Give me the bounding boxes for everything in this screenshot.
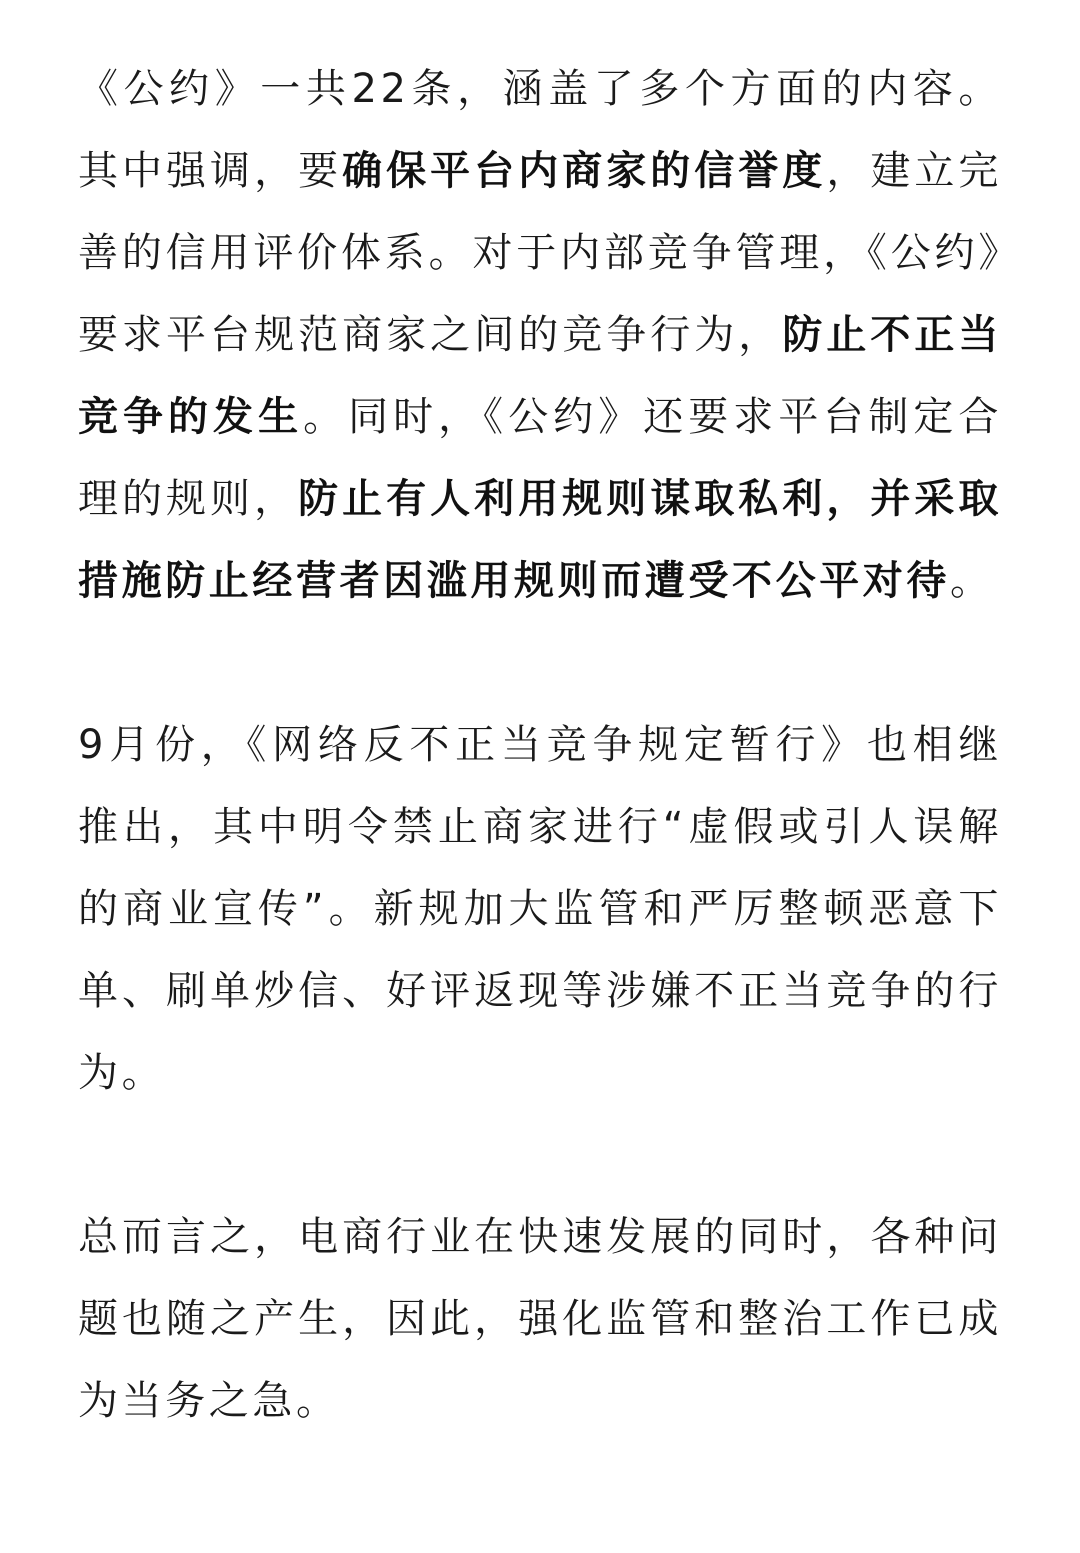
article-body [78,48,1002,1442]
paragraph-2 [78,704,1002,1114]
text-segment: 《公约》一共22条，涵盖了多个方面的内容。其中强调，要 [78,66,1002,194]
bold-highlight: 确保平台内商家的信誉度 [342,148,827,194]
text-segment: 9月份，《网络反不正当竞争规定暂行》也相继推出，其中明令禁止商家进行“虚假或引人误解的商业宣传”。新规加大监管和严厉整顿恶意下单、刷单炒信、好评返现等涉嫌不正当竞争的行为。 [78,722,1002,1096]
bold-highlight: 防止有人利用规则谋取私利，并采取措施防止经营者因滥用规则而遭受不公平对待 [78,476,1003,604]
text-segment: ，建立完善的信用评价体系。对于内部竞争管理，《公约》要求平台规范商家之间的竞争行为， [78,148,1002,358]
bold-highlight: 防止不正当竞争的发生 [78,312,1002,440]
paragraph-1 [78,48,1002,622]
text-segment: 。同时，《公约》还要求平台制定合理的规则， [78,394,1003,522]
paragraph-3 [78,1196,1002,1442]
text-segment: 总而言之，电商行业在快速发展的同时，各种问题也随之产生，因此，强化监管和整治工作已成为当务之急。 [78,1214,1002,1424]
text-segment: 。 [950,558,994,604]
